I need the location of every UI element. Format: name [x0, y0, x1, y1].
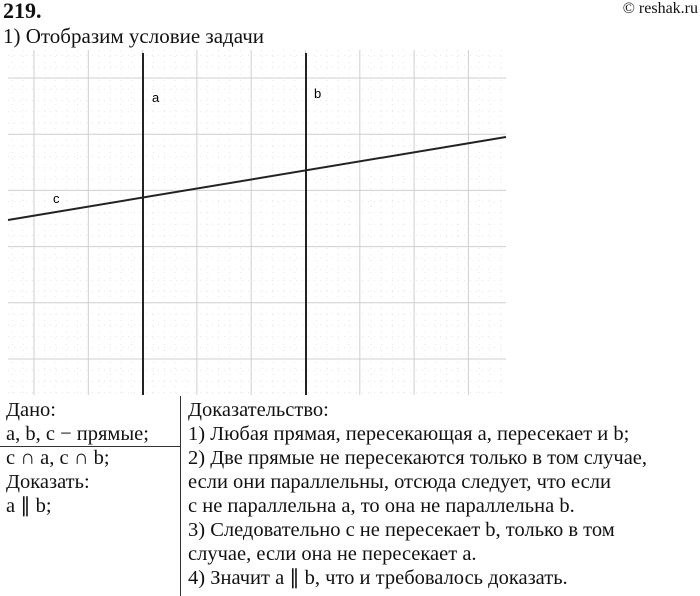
proof-line: 3) Следовательно c не пересекает b, только в том — [188, 519, 615, 541]
figure — [0, 45, 540, 395]
step-heading: 1) Отобразим условие задачи — [3, 24, 264, 48]
line-c — [8, 137, 506, 220]
grid — [8, 50, 506, 395]
prove-block — [6, 470, 90, 518]
proof-line: 1) Любая прямая, пересекающая a, пересекает и b; — [188, 423, 630, 445]
label-a: a — [152, 90, 160, 105]
proof-line: c не параллельна a, то она не параллельна b. — [188, 495, 575, 517]
label-c: c — [53, 191, 60, 206]
proof-title: Доказательство: — [188, 399, 329, 421]
given-block — [6, 398, 149, 470]
proof-line: 2) Две прямые не пересекаются только в том случае, — [188, 447, 648, 469]
prove-line: a ∥ b; — [6, 495, 52, 517]
copyright: © reshak.ru — [622, 0, 698, 17]
proof-line: если они параллельны, отсюда следует, что если — [188, 471, 611, 493]
proof-line: случае, если она не пересекает a. — [188, 543, 477, 565]
divider-vertical — [180, 396, 181, 596]
problem-number: 219. — [3, 0, 42, 23]
given-line: a, b, c − прямые; — [6, 423, 149, 445]
proof-line: 4) Значит a ∥ b, что и требовалось доказать. — [188, 567, 568, 589]
given-title: Дано: — [6, 399, 56, 421]
prove-title: Доказать: — [6, 471, 90, 493]
proof-block — [188, 398, 647, 590]
label-b: b — [314, 86, 322, 101]
given-line: c ∩ a, c ∩ b; — [6, 447, 110, 469]
